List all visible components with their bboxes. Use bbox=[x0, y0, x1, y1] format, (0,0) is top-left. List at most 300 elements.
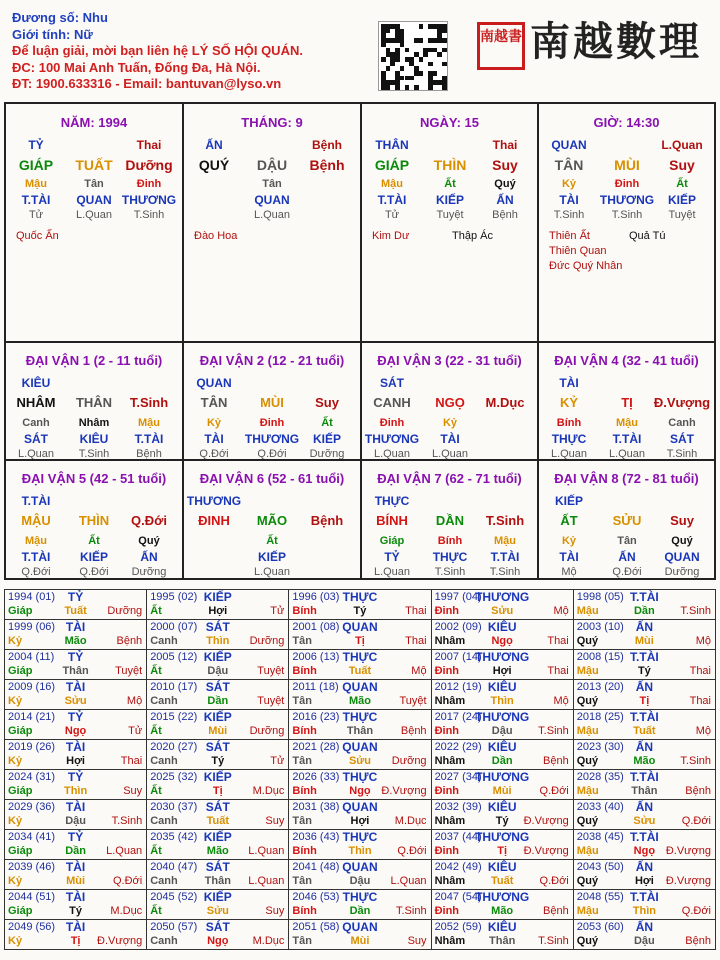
year-stem: Kỷ bbox=[8, 635, 23, 647]
pillar-title: NĂM: 1994 bbox=[60, 115, 128, 130]
pillar-hidden-stem: Quý bbox=[494, 178, 516, 190]
year-star: THỰC bbox=[342, 650, 378, 664]
dai-van-can-chi: THÂN bbox=[75, 395, 113, 410]
pillar-god: KIẾP bbox=[667, 193, 696, 207]
year-branch: Thân bbox=[62, 665, 89, 677]
pillar-god: T.TÀI bbox=[377, 193, 407, 207]
year-label: 2008 (15) bbox=[576, 651, 624, 663]
year-star: THƯƠNG bbox=[475, 830, 530, 844]
dai-van-cell bbox=[539, 343, 714, 459]
year-stem: Mậu bbox=[576, 605, 599, 617]
pillar-extra-star: Quả Tú bbox=[629, 230, 666, 242]
dai-van-star: THỰC bbox=[374, 494, 410, 508]
year-stem: Canh bbox=[150, 875, 178, 887]
pillar-cell bbox=[362, 104, 537, 341]
year-star: THƯƠNG bbox=[475, 710, 530, 724]
year-star: KIÊU bbox=[487, 860, 517, 874]
year-cell bbox=[147, 860, 289, 890]
year-phase: Q.Đới bbox=[681, 815, 711, 827]
header-line: Để luận giải, mời bạn liên hệ LÝ SỐ HỘI QUÁN. bbox=[12, 43, 303, 58]
year-cell bbox=[573, 770, 715, 800]
year-branch: Tuất bbox=[206, 815, 229, 827]
dai-van-phase: T.Sinh bbox=[78, 448, 110, 459]
year-star: KIẾP bbox=[203, 830, 232, 844]
pillar-god: THƯƠNG bbox=[121, 193, 177, 207]
year-phase: Suy bbox=[265, 905, 285, 917]
dai-van-can-chi: CANH bbox=[373, 395, 411, 410]
year-stem: Bính bbox=[292, 845, 317, 857]
pillar-hidden-stem: Đinh bbox=[136, 178, 162, 190]
dai-van-hidden-stem: Quý bbox=[138, 535, 160, 547]
year-cell bbox=[573, 920, 715, 950]
year-stem: Canh bbox=[150, 635, 178, 647]
year-label: 2026 (33) bbox=[292, 771, 340, 783]
year-label: 2034 (41) bbox=[8, 831, 56, 843]
dai-van-can-chi: NGỌ bbox=[435, 395, 465, 410]
pillar-phase: Tử bbox=[28, 209, 44, 221]
dai-van-cell bbox=[539, 461, 714, 578]
table-row bbox=[5, 620, 716, 650]
year-branch: Hợi bbox=[208, 605, 228, 617]
year-branch: Thân bbox=[631, 785, 658, 797]
pillar-extra-star: Quốc Ấn bbox=[16, 230, 59, 242]
table-row bbox=[5, 740, 716, 770]
year-label: 2043 (50) bbox=[576, 861, 624, 873]
year-stem: Mậu bbox=[576, 785, 599, 797]
year-label: 2038 (45) bbox=[576, 831, 624, 843]
pillar-hidden-stem: Ất bbox=[444, 178, 456, 190]
year-stem: Canh bbox=[150, 695, 178, 707]
dai-van-hidden-stem: Ất bbox=[321, 417, 333, 429]
year-star: TÀI bbox=[65, 890, 86, 904]
year-phase: Bệnh bbox=[400, 725, 427, 737]
year-stem: Kỷ bbox=[8, 755, 23, 767]
year-cell bbox=[289, 800, 431, 830]
table-row bbox=[5, 770, 716, 800]
year-cell bbox=[573, 830, 715, 860]
pillar-extra-star: Thiên Ất bbox=[549, 230, 590, 242]
year-branch: Dần bbox=[633, 605, 655, 617]
pillar-can-chi: DẬU bbox=[256, 157, 288, 173]
pillar-title: NGÀY: 15 bbox=[420, 115, 479, 130]
dai-van-god: KIÊU bbox=[79, 432, 109, 446]
year-label: 2017 (24) bbox=[434, 711, 482, 723]
year-label: 2050 (57) bbox=[150, 921, 198, 933]
seal-text: 南越書 bbox=[480, 29, 522, 45]
year-stem: Bính bbox=[292, 665, 317, 677]
dai-van-can-chi: TÂN bbox=[200, 395, 228, 410]
year-label: 2005 (12) bbox=[150, 651, 198, 663]
year-phase: Dưỡng bbox=[391, 755, 427, 767]
year-cell bbox=[5, 770, 147, 800]
dai-van-can-chi: Suy bbox=[315, 395, 339, 410]
dai-van-star: SÁT bbox=[380, 376, 404, 390]
year-cell bbox=[289, 890, 431, 920]
year-branch: Tuất bbox=[633, 725, 656, 737]
year-branch: Tý bbox=[495, 815, 509, 827]
pillar-star: Thai bbox=[492, 138, 518, 152]
year-phase: Đ.Vượng bbox=[523, 815, 569, 827]
year-label: 2018 (25) bbox=[576, 711, 624, 723]
header-line: Giới tính: Nữ bbox=[12, 26, 93, 42]
year-stem: Bính bbox=[292, 905, 317, 917]
dai-van-can-chi: Bệnh bbox=[310, 513, 344, 528]
year-label: 2039 (46) bbox=[8, 861, 56, 873]
year-stem: Giáp bbox=[8, 785, 33, 797]
pillar-god: TÀI bbox=[559, 193, 579, 207]
dai-van-phase: T.Sinh bbox=[434, 566, 466, 578]
year-branch: Tị bbox=[212, 785, 223, 797]
year-cell bbox=[5, 920, 147, 950]
year-cell bbox=[5, 830, 147, 860]
pillar-can-chi: GIÁP bbox=[18, 157, 54, 173]
dai-van-title: ĐẠI VẬN 7 (62 - 71 tuổi) bbox=[377, 471, 522, 486]
year-cell bbox=[573, 890, 715, 920]
year-phase: L.Quan bbox=[248, 875, 285, 887]
year-star: SÁT bbox=[205, 800, 230, 814]
dai-van-hidden-stem: Đinh bbox=[259, 417, 285, 429]
year-phase: Dưỡng bbox=[249, 635, 285, 647]
year-cell bbox=[147, 800, 289, 830]
year-stem: Giáp bbox=[8, 665, 33, 677]
dai-van-can-chi: NHÂM bbox=[16, 395, 56, 410]
year-cell bbox=[431, 620, 573, 650]
dai-van-phase: Q.Đới bbox=[79, 566, 109, 578]
dai-van-hidden-stem: Bính bbox=[437, 535, 463, 547]
year-phase: Đ.Vượng bbox=[523, 845, 569, 857]
year-cell bbox=[5, 890, 147, 920]
year-phase: Bệnh bbox=[543, 755, 569, 767]
dai-van-can-chi: Suy bbox=[670, 513, 694, 528]
table-row bbox=[5, 830, 716, 860]
dai-van-phase: Bệnh bbox=[136, 448, 162, 459]
year-stem: Ất bbox=[150, 665, 162, 677]
dai-van-phase: Dưỡng bbox=[131, 566, 167, 578]
year-star: TÀI bbox=[65, 920, 86, 934]
year-cell bbox=[147, 920, 289, 950]
dai-van-can-chi: T.Sinh bbox=[129, 395, 169, 410]
year-branch: Sửu bbox=[633, 815, 656, 827]
year-branch: Dần bbox=[491, 755, 513, 767]
year-label: 2022 (29) bbox=[434, 741, 482, 753]
year-star: QUAN bbox=[342, 740, 378, 754]
year-label: 2006 (13) bbox=[292, 651, 340, 663]
year-phase: Suy bbox=[265, 815, 285, 827]
year-phase: L.Quan bbox=[248, 845, 285, 857]
year-branch: Tuất bbox=[490, 875, 514, 887]
year-branch: Dậu bbox=[633, 935, 655, 947]
year-phase: Thai bbox=[547, 635, 569, 647]
year-label: 2052 (59) bbox=[434, 921, 482, 933]
year-phase: Thai bbox=[547, 665, 569, 677]
dai-van-phase: Q.Đới bbox=[21, 566, 51, 578]
year-label: 2045 (52) bbox=[150, 891, 198, 903]
dai-van-phase: Q.Đới bbox=[257, 448, 287, 459]
dai-van-god: QUAN bbox=[664, 550, 700, 564]
year-branch: Mùi bbox=[492, 785, 512, 797]
pillar-god: THƯƠNG bbox=[599, 193, 655, 207]
dai-van-hidden-stem: Giáp bbox=[379, 535, 405, 547]
seal-stamp bbox=[477, 22, 525, 70]
year-cell bbox=[431, 890, 573, 920]
dai-van-cell bbox=[362, 461, 537, 578]
year-star: TÀI bbox=[65, 740, 86, 754]
year-cell bbox=[573, 620, 715, 650]
year-phase: M.Dục bbox=[110, 905, 143, 917]
year-phase: T.Sinh bbox=[680, 605, 711, 617]
dai-van-phase: L.Quan bbox=[253, 566, 291, 578]
year-label: 2025 (32) bbox=[150, 771, 198, 783]
year-label: 2013 (20) bbox=[576, 681, 624, 693]
dai-van-god: TÀI bbox=[440, 432, 460, 446]
year-label: 2047 (54) bbox=[434, 891, 482, 903]
year-branch: Mão bbox=[206, 845, 229, 857]
dai-van-star: T.TÀI bbox=[21, 494, 51, 508]
dai-van-god: SÁT bbox=[670, 432, 694, 446]
pillar-phase: L.Quan bbox=[75, 209, 113, 221]
pillar-star: TỶ bbox=[28, 138, 44, 152]
year-cell bbox=[147, 650, 289, 680]
year-star: KIÊU bbox=[487, 740, 517, 754]
annual-years-table bbox=[4, 589, 716, 950]
pillar-cell bbox=[184, 104, 360, 341]
year-star: SÁT bbox=[205, 620, 230, 634]
year-phase: Suy bbox=[123, 785, 143, 797]
pillar-star: Bệnh bbox=[312, 138, 342, 152]
year-phase: Mộ bbox=[553, 605, 569, 617]
year-star: T.TÀI bbox=[630, 890, 659, 904]
year-cell bbox=[289, 740, 431, 770]
dai-van-can-chi: MÃO bbox=[256, 513, 288, 528]
year-branch: Mùi bbox=[350, 935, 370, 947]
year-cell bbox=[147, 890, 289, 920]
year-branch: Sửu bbox=[64, 695, 87, 707]
year-label: 1998 (05) bbox=[576, 591, 624, 603]
year-label: 2007 (14) bbox=[434, 651, 482, 663]
dai-van-phase: L.Quan bbox=[17, 448, 55, 459]
year-branch: Mão bbox=[633, 755, 656, 767]
year-star: KIẾP bbox=[203, 770, 232, 784]
dai-van-phase: Q.Đới bbox=[612, 566, 642, 578]
year-cell bbox=[289, 920, 431, 950]
year-branch: Hợi bbox=[66, 755, 85, 767]
pillar-hidden-stem: Mậu bbox=[381, 178, 403, 190]
year-phase: Q.Đới bbox=[539, 875, 569, 887]
dai-van-can-chi: ĐINH bbox=[198, 513, 230, 528]
year-branch: Ngọ bbox=[633, 845, 656, 857]
year-phase: Tử bbox=[128, 725, 143, 737]
dai-van-god: THƯƠNG bbox=[244, 432, 300, 446]
dai-van-can-chi: MÙI bbox=[260, 395, 284, 410]
year-branch: Ngọ bbox=[349, 785, 371, 797]
dai-van-hidden-stem: Kỷ bbox=[442, 417, 458, 429]
year-cell bbox=[573, 710, 715, 740]
year-label: 2046 (53) bbox=[292, 891, 340, 903]
year-phase: Đ.Vượng bbox=[665, 845, 711, 857]
dai-van-god: T.TÀI bbox=[612, 432, 642, 446]
dai-van-hidden-stem: Ất bbox=[88, 535, 100, 547]
dai-van-phase: L.Quan bbox=[373, 566, 411, 578]
dai-van-can-chi: M.Dục bbox=[485, 395, 525, 410]
dai-van-phase: Dưỡng bbox=[664, 566, 700, 578]
year-star: KIẾP bbox=[203, 590, 232, 604]
year-stem: Tân bbox=[292, 815, 312, 827]
dai-van-god: TÀI bbox=[204, 432, 224, 446]
year-branch: Tý bbox=[637, 665, 651, 677]
year-cell bbox=[289, 620, 431, 650]
year-branch: Tý bbox=[69, 905, 83, 917]
year-star: QUAN bbox=[342, 800, 378, 814]
year-cell bbox=[147, 620, 289, 650]
year-branch: Dần bbox=[349, 905, 371, 917]
year-cell bbox=[5, 650, 147, 680]
year-star: THỰC bbox=[342, 830, 378, 844]
year-phase: Tuyệt bbox=[399, 695, 427, 707]
year-phase: Bệnh bbox=[685, 785, 711, 797]
pillar-star: QUAN bbox=[551, 138, 587, 152]
year-branch: Sửu bbox=[348, 755, 371, 767]
year-star: QUAN bbox=[342, 620, 378, 634]
dai-van-title: ĐẠI VẬN 3 (22 - 31 tuổi) bbox=[377, 353, 522, 368]
year-star: KIẾP bbox=[203, 890, 232, 904]
pillar-can-chi: Dưỡng bbox=[125, 157, 173, 173]
dai-van-phase: L.Quan bbox=[550, 448, 588, 459]
dai-van-cell bbox=[184, 343, 360, 459]
year-star: SÁT bbox=[205, 680, 230, 694]
chart-grid bbox=[4, 102, 716, 580]
year-label: 2012 (19) bbox=[434, 681, 482, 693]
year-branch: Dần bbox=[65, 845, 86, 857]
year-branch: Hợi bbox=[350, 815, 370, 827]
dai-van-hidden-stem: Kỷ bbox=[206, 417, 222, 429]
brand-logo: 南越數理 bbox=[530, 18, 702, 65]
year-cell bbox=[431, 830, 573, 860]
year-cell bbox=[431, 710, 573, 740]
year-cell bbox=[573, 590, 715, 620]
dai-van-can-chi: THÌN bbox=[78, 513, 110, 528]
year-branch: Dậu bbox=[491, 725, 513, 737]
year-phase: Thai bbox=[120, 755, 143, 767]
year-branch: Thìn bbox=[348, 845, 372, 857]
year-phase: T.Sinh bbox=[538, 935, 569, 947]
dai-van-can-chi: T.Sinh bbox=[485, 513, 525, 528]
dai-van-phase: Mộ bbox=[561, 566, 577, 578]
table-row bbox=[5, 650, 716, 680]
year-branch: Ngọ bbox=[64, 725, 87, 737]
pillar-can-chi: Suy bbox=[492, 157, 518, 173]
pillar-extra-star: Đức Quý Nhân bbox=[549, 260, 623, 272]
dai-van-god: ẤN bbox=[140, 550, 158, 564]
year-star: ẤN bbox=[635, 920, 654, 934]
year-branch: Mùi bbox=[634, 635, 654, 647]
qr-code-icon bbox=[378, 21, 448, 91]
pillar-extra-star: Đào Hoa bbox=[194, 230, 238, 242]
year-star: TÀI bbox=[65, 800, 86, 814]
year-label: 2035 (42) bbox=[150, 831, 198, 843]
table-row bbox=[5, 590, 716, 620]
pillar-extra-star: Thập Ác bbox=[452, 230, 493, 242]
year-star: TÀI bbox=[65, 680, 86, 694]
dai-van-god: KIẾP bbox=[312, 432, 341, 446]
year-label: 2051 (58) bbox=[292, 921, 340, 933]
year-star: KIẾP bbox=[203, 650, 232, 664]
year-star: THỰC bbox=[342, 770, 378, 784]
year-label: 2015 (22) bbox=[150, 711, 198, 723]
year-phase: Thai bbox=[689, 665, 711, 677]
dai-van-star: QUAN bbox=[196, 376, 232, 390]
pillar-cell bbox=[539, 104, 714, 341]
year-label: 2030 (37) bbox=[150, 801, 198, 813]
year-label: 2004 (11) bbox=[8, 651, 55, 663]
year-branch: Ngọ bbox=[491, 635, 513, 647]
dai-van-can-chi: Q.Đới bbox=[131, 513, 167, 528]
year-star: TỶ bbox=[67, 710, 84, 724]
dai-van-hidden-stem: Mậu bbox=[138, 417, 160, 429]
pillar-can-chi: TÂN bbox=[554, 157, 584, 173]
year-star: TỶ bbox=[67, 650, 84, 664]
pillar-extra-star: Kim Dư bbox=[372, 230, 410, 242]
year-stem: Giáp bbox=[8, 845, 33, 857]
pillar-god: ẤN bbox=[496, 193, 514, 207]
dai-van-god: T.TÀI bbox=[21, 550, 51, 564]
year-cell bbox=[147, 830, 289, 860]
year-star: KIÊU bbox=[487, 920, 517, 934]
year-stem: Kỷ bbox=[8, 815, 23, 827]
year-stem: Đinh bbox=[434, 845, 460, 857]
year-star: T.TÀI bbox=[630, 710, 659, 724]
header-line: Đương số: Nhu bbox=[12, 10, 108, 25]
year-phase: Bệnh bbox=[116, 635, 143, 647]
dai-van-star: KIÊU bbox=[21, 376, 51, 390]
year-stem: Quý bbox=[576, 695, 599, 707]
year-cell bbox=[573, 800, 715, 830]
year-phase: Suy bbox=[407, 935, 427, 947]
year-stem: Mậu bbox=[576, 845, 599, 857]
year-star: T.TÀI bbox=[630, 770, 659, 784]
year-stem: Tân bbox=[292, 695, 312, 707]
header-line: ĐC: 100 Mai Anh Tuấn, Đống Đa, Hà Nội. bbox=[12, 59, 261, 75]
year-stem: Đinh bbox=[434, 605, 460, 617]
year-phase: Mộ bbox=[695, 725, 711, 737]
year-branch: Tị bbox=[70, 935, 81, 947]
year-star: T.TÀI bbox=[630, 650, 659, 664]
pillar-can-chi: Bệnh bbox=[309, 157, 345, 173]
pillar-hidden-stem: Tân bbox=[84, 178, 104, 190]
dai-van-can-chi: BÍNH bbox=[376, 513, 408, 528]
year-stem: Ất bbox=[150, 605, 162, 617]
year-star: KIẾP bbox=[203, 710, 232, 724]
year-star: THƯƠNG bbox=[475, 590, 530, 604]
year-label: 2044 (51) bbox=[8, 891, 56, 903]
year-branch: Mùi bbox=[208, 725, 228, 737]
dai-van-hidden-stem: Mậu bbox=[25, 535, 47, 547]
year-stem: Canh bbox=[150, 815, 178, 827]
year-star: QUAN bbox=[342, 680, 378, 694]
year-branch: Tị bbox=[497, 845, 508, 857]
year-label: 2019 (26) bbox=[8, 741, 56, 753]
year-stem: Đinh bbox=[434, 905, 460, 917]
year-stem: Đinh bbox=[434, 665, 460, 677]
dai-van-phase: T.Sinh bbox=[666, 448, 698, 459]
year-cell bbox=[289, 860, 431, 890]
year-label: 2016 (23) bbox=[292, 711, 340, 723]
dai-van-cell bbox=[184, 461, 360, 578]
dai-van-phase: L.Quan bbox=[431, 448, 469, 459]
dai-van-star: THƯƠNG bbox=[186, 494, 242, 508]
pillar-star: L.Quan bbox=[661, 138, 703, 152]
year-star: TÀI bbox=[65, 860, 86, 874]
year-star: SÁT bbox=[205, 920, 230, 934]
